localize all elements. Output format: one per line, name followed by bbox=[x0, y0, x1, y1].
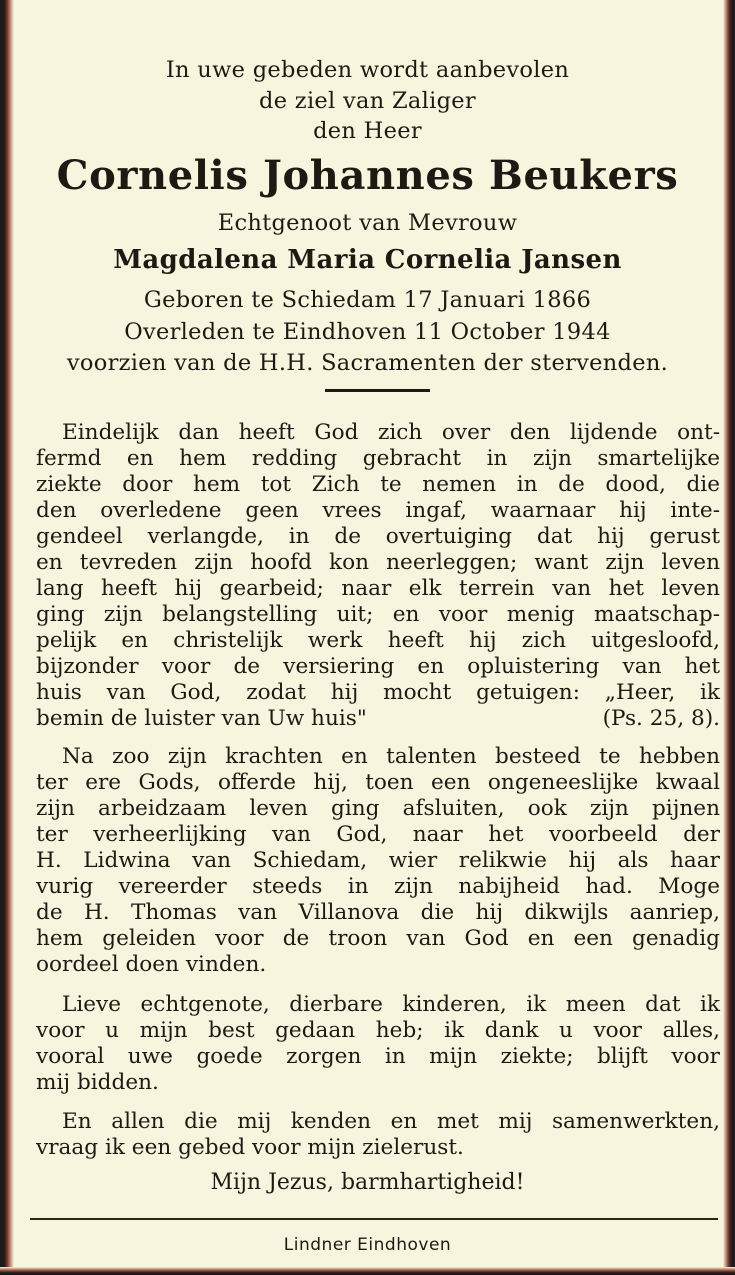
text-line: vooral uwe goede zorgen in mijn ziekte; blijft voor bbox=[36, 1044, 720, 1069]
text-line: ziekte door hem tot Zich te nemen in de dood, die bbox=[36, 472, 720, 497]
text-line: Eindelijk dan heeft God zich over den lijdende ont- bbox=[62, 420, 720, 445]
text-line: ging zijn belangstelling uit; en voor menig maatschap- bbox=[36, 602, 720, 627]
intro-line-2: de ziel van Zaliger bbox=[259, 88, 476, 114]
text-line: pelijk en christelijk werk heeft hij zich uitgesloofd, bbox=[36, 628, 720, 653]
text-line: Na zoo zijn krachten en talenten besteed te hebben bbox=[62, 744, 720, 769]
text-line: en tevreden zijn hoofd kon neerleggen; want zijn leven bbox=[36, 550, 720, 575]
birth-line: Geboren te Schiedam 17 Januari 1866 bbox=[143, 287, 592, 313]
card-edge-bottom bbox=[0, 1267, 735, 1275]
spouse-name: Magdalena Maria Cornelia Jansen bbox=[113, 245, 622, 275]
text-line: ter verheerlijking van God, naar het voorbeeld der bbox=[36, 822, 720, 847]
text-line-with-reference bbox=[36, 706, 720, 732]
paragraph-1 bbox=[36, 420, 720, 732]
sacraments-line: voorzien van de H.H. Sacramenten der stervenden. bbox=[66, 350, 669, 376]
text-line: hem geleiden voor de troon van God en een genadig bbox=[36, 926, 720, 951]
text-line: H. Lidwina van Schiedam, wier relikwie hij als haar bbox=[36, 848, 720, 873]
text-line: ter ere Gods, offerde hij, toen een ongeneeslijke kwaal bbox=[36, 770, 720, 795]
text-line: vurig vereerder steeds in zijn nabijheid had. Moge bbox=[36, 874, 720, 899]
text-line: lang heeft hij gearbeid; naar elk terrein van het leven bbox=[36, 576, 720, 601]
footer-divider bbox=[30, 1218, 718, 1220]
text-line: vraag ik een gebed voor mijn zielerust. bbox=[36, 1135, 464, 1160]
text-line: bijzonder voor de versiering en opluistering van het bbox=[36, 654, 720, 679]
text-line: oordeel doen vinden. bbox=[36, 952, 267, 977]
printer-credit: Lindner Eindhoven bbox=[283, 1235, 452, 1255]
text-line: de H. Thomas van Villanova die hij dikwijls aanriep, bbox=[36, 900, 720, 925]
intro-line-3: den Heer bbox=[313, 118, 422, 144]
text-line: voor u mijn best gedaan heb; ik dank u voor alles, bbox=[36, 1018, 720, 1043]
text-line: den overledene geen vrees ingaf, waarnaar hij inte- bbox=[36, 498, 720, 523]
deceased-name: Cornelis Johannes Beukers bbox=[56, 152, 679, 199]
text-line: bemin de luister van Uw huis" bbox=[36, 706, 367, 731]
text-line: zijn arbeidzaam leven ging afsluiten, ook zijn pijnen bbox=[36, 796, 720, 821]
scripture-reference: (Ps. 25, 8). bbox=[602, 706, 720, 731]
text-line: mij bidden. bbox=[36, 1070, 159, 1095]
text-line: En allen die mij kenden en met mij samenwerkten, bbox=[62, 1109, 720, 1134]
spouse-intro: Echtgenoot van Mevrouw bbox=[217, 210, 518, 236]
text-line: gendeel verlangde, in de overtuiging dat hij gerust bbox=[36, 524, 720, 549]
paragraph-2 bbox=[36, 744, 720, 978]
intro-line-1: In uwe gebeden wordt aanbevolen bbox=[165, 57, 570, 83]
text-line: huis van God, zodat hij mocht getuigen: „Heer, ik bbox=[36, 680, 720, 705]
text-line: fermd en hem redding gebracht in zijn smartelijke bbox=[36, 446, 720, 471]
paragraph-3 bbox=[36, 992, 720, 1096]
closing-prayer: Mijn Jezus, barmhartigheid! bbox=[210, 1170, 525, 1195]
death-line: Overleden te Eindhoven 11 October 1944 bbox=[124, 319, 611, 345]
text-line: Lieve echtgenote, dierbare kinderen, ik meen dat ik bbox=[62, 992, 720, 1017]
paragraph-4 bbox=[36, 1109, 720, 1161]
header-divider bbox=[325, 389, 430, 392]
